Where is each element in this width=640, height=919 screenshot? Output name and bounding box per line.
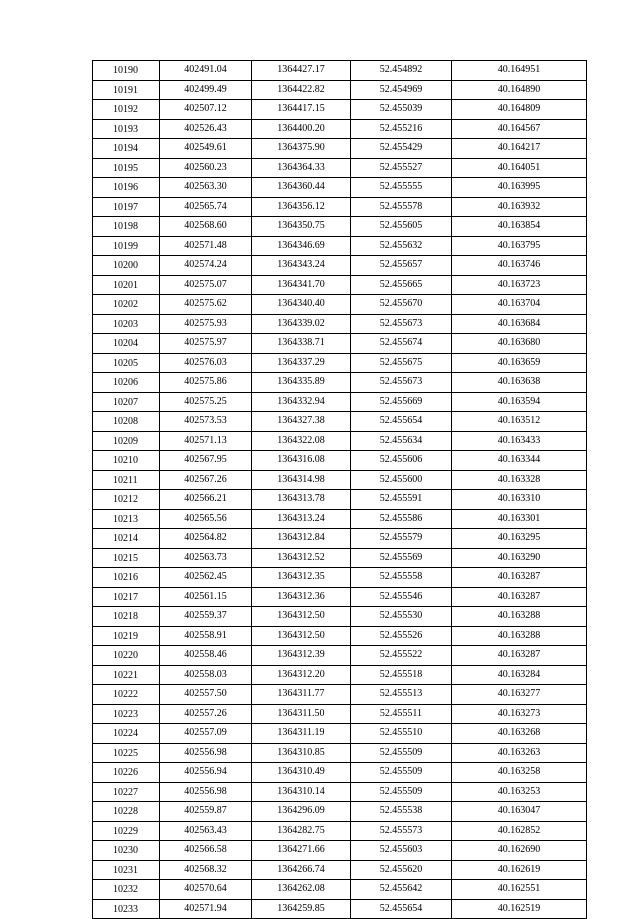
longitude-cell: 40.163290	[452, 548, 587, 568]
longitude-cell: 40.164951	[452, 61, 587, 81]
table-row	[93, 841, 587, 861]
table-row	[93, 236, 587, 256]
table-row	[93, 568, 587, 588]
table-row	[93, 880, 587, 900]
table-row	[93, 743, 587, 763]
point-id-cell: 10227	[93, 782, 160, 802]
x-coordinate-cell: 402562.45	[160, 568, 252, 588]
table-row	[93, 314, 587, 334]
x-coordinate-cell: 402565.56	[160, 509, 252, 529]
y-coordinate-cell: 1364312.50	[252, 626, 351, 646]
latitude-cell: 52.455039	[351, 100, 452, 120]
table-row	[93, 197, 587, 217]
point-id-cell: 10220	[93, 646, 160, 666]
latitude-cell: 52.455654	[351, 412, 452, 432]
x-coordinate-cell: 402571.94	[160, 899, 252, 919]
table-row	[93, 178, 587, 198]
point-id-cell: 10192	[93, 100, 160, 120]
table-row	[93, 626, 587, 646]
longitude-cell: 40.164809	[452, 100, 587, 120]
table-row	[93, 529, 587, 549]
longitude-cell: 40.162619	[452, 860, 587, 880]
x-coordinate-cell: 402575.62	[160, 295, 252, 315]
point-id-cell: 10230	[93, 841, 160, 861]
x-coordinate-cell: 402570.64	[160, 880, 252, 900]
point-id-cell: 10232	[93, 880, 160, 900]
latitude-cell: 52.455665	[351, 275, 452, 295]
latitude-cell: 52.455578	[351, 197, 452, 217]
point-id-cell: 10225	[93, 743, 160, 763]
longitude-cell: 40.163854	[452, 217, 587, 237]
x-coordinate-cell: 402568.60	[160, 217, 252, 237]
y-coordinate-cell: 1364259.85	[252, 899, 351, 919]
latitude-cell: 52.455634	[351, 431, 452, 451]
longitude-cell: 40.163284	[452, 665, 587, 685]
longitude-cell: 40.164217	[452, 139, 587, 159]
longitude-cell: 40.163310	[452, 490, 587, 510]
latitude-cell: 52.455509	[351, 782, 452, 802]
latitude-cell: 52.455591	[351, 490, 452, 510]
table-row	[93, 431, 587, 451]
x-coordinate-cell: 402568.32	[160, 860, 252, 880]
x-coordinate-cell: 402507.12	[160, 100, 252, 120]
latitude-cell: 52.455522	[351, 646, 452, 666]
latitude-cell: 52.455579	[351, 529, 452, 549]
y-coordinate-cell: 1364316.08	[252, 451, 351, 471]
x-coordinate-cell: 402574.24	[160, 256, 252, 276]
x-coordinate-cell: 402566.21	[160, 490, 252, 510]
table-row	[93, 899, 587, 919]
table-row	[93, 665, 587, 685]
table-row	[93, 860, 587, 880]
longitude-cell: 40.162690	[452, 841, 587, 861]
latitude-cell: 52.454969	[351, 80, 452, 100]
point-id-cell: 10219	[93, 626, 160, 646]
table-row	[93, 100, 587, 120]
point-id-cell: 10198	[93, 217, 160, 237]
x-coordinate-cell: 402558.91	[160, 626, 252, 646]
x-coordinate-cell: 402561.15	[160, 587, 252, 607]
table-row	[93, 353, 587, 373]
longitude-cell: 40.163433	[452, 431, 587, 451]
y-coordinate-cell: 1364282.75	[252, 821, 351, 841]
point-id-cell: 10217	[93, 587, 160, 607]
longitude-cell: 40.163258	[452, 763, 587, 783]
y-coordinate-cell: 1364375.90	[252, 139, 351, 159]
latitude-cell: 52.455675	[351, 353, 452, 373]
latitude-cell: 52.455674	[351, 334, 452, 354]
longitude-cell: 40.163723	[452, 275, 587, 295]
y-coordinate-cell: 1364400.20	[252, 119, 351, 139]
x-coordinate-cell: 402499.49	[160, 80, 252, 100]
latitude-cell: 52.455538	[351, 802, 452, 822]
y-coordinate-cell: 1364338.71	[252, 334, 351, 354]
point-id-cell: 10194	[93, 139, 160, 159]
longitude-cell: 40.163684	[452, 314, 587, 334]
x-coordinate-cell: 402556.98	[160, 743, 252, 763]
point-id-cell: 10212	[93, 490, 160, 510]
point-id-cell: 10201	[93, 275, 160, 295]
point-id-cell: 10224	[93, 724, 160, 744]
y-coordinate-cell: 1364271.66	[252, 841, 351, 861]
x-coordinate-cell: 402558.03	[160, 665, 252, 685]
latitude-cell: 52.455642	[351, 880, 452, 900]
table-row	[93, 139, 587, 159]
point-id-cell: 10205	[93, 353, 160, 373]
table-row	[93, 80, 587, 100]
y-coordinate-cell: 1364322.08	[252, 431, 351, 451]
point-id-cell: 10193	[93, 119, 160, 139]
y-coordinate-cell: 1364364.33	[252, 158, 351, 178]
table-row	[93, 763, 587, 783]
table-row	[93, 295, 587, 315]
y-coordinate-cell: 1364311.50	[252, 704, 351, 724]
longitude-cell: 40.163263	[452, 743, 587, 763]
x-coordinate-cell: 402567.95	[160, 451, 252, 471]
longitude-cell: 40.163301	[452, 509, 587, 529]
longitude-cell: 40.163659	[452, 353, 587, 373]
x-coordinate-cell: 402575.93	[160, 314, 252, 334]
longitude-cell: 40.163288	[452, 626, 587, 646]
point-id-cell: 10226	[93, 763, 160, 783]
latitude-cell: 52.455654	[351, 899, 452, 919]
x-coordinate-cell: 402556.98	[160, 782, 252, 802]
y-coordinate-cell: 1364346.69	[252, 236, 351, 256]
x-coordinate-cell: 402565.74	[160, 197, 252, 217]
y-coordinate-cell: 1364312.50	[252, 607, 351, 627]
y-coordinate-cell: 1364327.38	[252, 412, 351, 432]
longitude-cell: 40.163995	[452, 178, 587, 198]
x-coordinate-cell: 402573.53	[160, 412, 252, 432]
x-coordinate-cell: 402575.07	[160, 275, 252, 295]
y-coordinate-cell: 1364339.02	[252, 314, 351, 334]
longitude-cell: 40.163932	[452, 197, 587, 217]
latitude-cell: 52.455509	[351, 763, 452, 783]
y-coordinate-cell: 1364343.24	[252, 256, 351, 276]
latitude-cell: 52.455606	[351, 451, 452, 471]
y-coordinate-cell: 1364311.77	[252, 685, 351, 705]
latitude-cell: 52.455605	[351, 217, 452, 237]
point-id-cell: 10206	[93, 373, 160, 393]
longitude-cell: 40.163344	[452, 451, 587, 471]
table-row	[93, 548, 587, 568]
longitude-cell: 40.163512	[452, 412, 587, 432]
x-coordinate-cell: 402549.61	[160, 139, 252, 159]
point-id-cell: 10208	[93, 412, 160, 432]
x-coordinate-cell: 402567.26	[160, 470, 252, 490]
longitude-cell: 40.163680	[452, 334, 587, 354]
longitude-cell: 40.163328	[452, 470, 587, 490]
latitude-cell: 52.455526	[351, 626, 452, 646]
latitude-cell: 52.455558	[351, 568, 452, 588]
latitude-cell: 52.454892	[351, 61, 452, 81]
point-id-cell: 10223	[93, 704, 160, 724]
y-coordinate-cell: 1364313.24	[252, 509, 351, 529]
table-row	[93, 607, 587, 627]
latitude-cell: 52.455569	[351, 548, 452, 568]
point-id-cell: 10207	[93, 392, 160, 412]
table-row	[93, 451, 587, 471]
longitude-cell: 40.164051	[452, 158, 587, 178]
latitude-cell: 52.455657	[351, 256, 452, 276]
latitude-cell: 52.455513	[351, 685, 452, 705]
latitude-cell: 52.455527	[351, 158, 452, 178]
longitude-cell: 40.163746	[452, 256, 587, 276]
longitude-cell: 40.163287	[452, 587, 587, 607]
point-id-cell: 10233	[93, 899, 160, 919]
x-coordinate-cell: 402556.94	[160, 763, 252, 783]
coordinates-table	[92, 60, 587, 919]
table-row	[93, 61, 587, 81]
point-id-cell: 10200	[93, 256, 160, 276]
table-row	[93, 782, 587, 802]
x-coordinate-cell: 402564.82	[160, 529, 252, 549]
table-row	[93, 802, 587, 822]
latitude-cell: 52.455429	[351, 139, 452, 159]
longitude-cell: 40.163288	[452, 607, 587, 627]
longitude-cell: 40.163253	[452, 782, 587, 802]
y-coordinate-cell: 1364335.89	[252, 373, 351, 393]
point-id-cell: 10195	[93, 158, 160, 178]
table-row	[93, 392, 587, 412]
x-coordinate-cell: 402575.86	[160, 373, 252, 393]
y-coordinate-cell: 1364356.12	[252, 197, 351, 217]
point-id-cell: 10221	[93, 665, 160, 685]
longitude-cell: 40.163594	[452, 392, 587, 412]
longitude-cell: 40.163268	[452, 724, 587, 744]
table-row	[93, 821, 587, 841]
longitude-cell: 40.164890	[452, 80, 587, 100]
x-coordinate-cell: 402491.04	[160, 61, 252, 81]
table-row	[93, 217, 587, 237]
latitude-cell: 52.455632	[351, 236, 452, 256]
x-coordinate-cell: 402526.43	[160, 119, 252, 139]
table-row	[93, 119, 587, 139]
point-id-cell: 10229	[93, 821, 160, 841]
table-row	[93, 256, 587, 276]
latitude-cell: 52.455673	[351, 373, 452, 393]
point-id-cell: 10231	[93, 860, 160, 880]
longitude-cell: 40.163287	[452, 568, 587, 588]
longitude-cell: 40.163638	[452, 373, 587, 393]
y-coordinate-cell: 1364337.29	[252, 353, 351, 373]
latitude-cell: 52.455530	[351, 607, 452, 627]
y-coordinate-cell: 1364312.39	[252, 646, 351, 666]
y-coordinate-cell: 1364427.17	[252, 61, 351, 81]
y-coordinate-cell: 1364340.40	[252, 295, 351, 315]
table-row	[93, 490, 587, 510]
latitude-cell: 52.455670	[351, 295, 452, 315]
y-coordinate-cell: 1364313.78	[252, 490, 351, 510]
y-coordinate-cell: 1364311.19	[252, 724, 351, 744]
longitude-cell: 40.164567	[452, 119, 587, 139]
longitude-cell: 40.163047	[452, 802, 587, 822]
table-row	[93, 334, 587, 354]
y-coordinate-cell: 1364350.75	[252, 217, 351, 237]
y-coordinate-cell: 1364360.44	[252, 178, 351, 198]
x-coordinate-cell: 402566.58	[160, 841, 252, 861]
y-coordinate-cell: 1364312.20	[252, 665, 351, 685]
y-coordinate-cell: 1364332.94	[252, 392, 351, 412]
latitude-cell: 52.455511	[351, 704, 452, 724]
x-coordinate-cell: 402559.87	[160, 802, 252, 822]
coordinates-table-body	[93, 61, 587, 919]
x-coordinate-cell: 402575.97	[160, 334, 252, 354]
latitude-cell: 52.455510	[351, 724, 452, 744]
longitude-cell: 40.163287	[452, 646, 587, 666]
y-coordinate-cell: 1364312.36	[252, 587, 351, 607]
y-coordinate-cell: 1364422.82	[252, 80, 351, 100]
x-coordinate-cell: 402557.09	[160, 724, 252, 744]
y-coordinate-cell: 1364266.74	[252, 860, 351, 880]
table-row	[93, 509, 587, 529]
longitude-cell: 40.163277	[452, 685, 587, 705]
y-coordinate-cell: 1364312.52	[252, 548, 351, 568]
point-id-cell: 10228	[93, 802, 160, 822]
point-id-cell: 10214	[93, 529, 160, 549]
longitude-cell: 40.163273	[452, 704, 587, 724]
x-coordinate-cell: 402571.48	[160, 236, 252, 256]
table-row	[93, 158, 587, 178]
latitude-cell: 52.455669	[351, 392, 452, 412]
point-id-cell: 10202	[93, 295, 160, 315]
y-coordinate-cell: 1364262.08	[252, 880, 351, 900]
x-coordinate-cell: 402557.26	[160, 704, 252, 724]
point-id-cell: 10218	[93, 607, 160, 627]
latitude-cell: 52.455509	[351, 743, 452, 763]
x-coordinate-cell: 402575.25	[160, 392, 252, 412]
y-coordinate-cell: 1364417.15	[252, 100, 351, 120]
latitude-cell: 52.455586	[351, 509, 452, 529]
x-coordinate-cell: 402557.50	[160, 685, 252, 705]
table-row	[93, 587, 587, 607]
latitude-cell: 52.455216	[351, 119, 452, 139]
point-id-cell: 10222	[93, 685, 160, 705]
latitude-cell: 52.455673	[351, 314, 452, 334]
point-id-cell: 10211	[93, 470, 160, 490]
table-row	[93, 646, 587, 666]
x-coordinate-cell: 402576.03	[160, 353, 252, 373]
x-coordinate-cell: 402558.46	[160, 646, 252, 666]
table-row	[93, 275, 587, 295]
point-id-cell: 10197	[93, 197, 160, 217]
point-id-cell: 10216	[93, 568, 160, 588]
y-coordinate-cell: 1364314.98	[252, 470, 351, 490]
latitude-cell: 52.455620	[351, 860, 452, 880]
table-row	[93, 704, 587, 724]
x-coordinate-cell: 402559.37	[160, 607, 252, 627]
point-id-cell: 10190	[93, 61, 160, 81]
point-id-cell: 10196	[93, 178, 160, 198]
table-row	[93, 724, 587, 744]
x-coordinate-cell: 402563.43	[160, 821, 252, 841]
y-coordinate-cell: 1364310.85	[252, 743, 351, 763]
point-id-cell: 10209	[93, 431, 160, 451]
x-coordinate-cell: 402563.73	[160, 548, 252, 568]
point-id-cell: 10203	[93, 314, 160, 334]
latitude-cell: 52.455600	[351, 470, 452, 490]
latitude-cell: 52.455573	[351, 821, 452, 841]
longitude-cell: 40.162519	[452, 899, 587, 919]
longitude-cell: 40.163704	[452, 295, 587, 315]
table-row	[93, 373, 587, 393]
y-coordinate-cell: 1364312.35	[252, 568, 351, 588]
y-coordinate-cell: 1364296.09	[252, 802, 351, 822]
point-id-cell: 10204	[93, 334, 160, 354]
point-id-cell: 10215	[93, 548, 160, 568]
table-row	[93, 470, 587, 490]
x-coordinate-cell: 402563.30	[160, 178, 252, 198]
y-coordinate-cell: 1364312.84	[252, 529, 351, 549]
table-row	[93, 412, 587, 432]
y-coordinate-cell: 1364341.70	[252, 275, 351, 295]
longitude-cell: 40.162551	[452, 880, 587, 900]
y-coordinate-cell: 1364310.49	[252, 763, 351, 783]
point-id-cell: 10191	[93, 80, 160, 100]
latitude-cell: 52.455603	[351, 841, 452, 861]
latitude-cell: 52.455555	[351, 178, 452, 198]
point-id-cell: 10213	[93, 509, 160, 529]
longitude-cell: 40.163295	[452, 529, 587, 549]
latitude-cell: 52.455518	[351, 665, 452, 685]
latitude-cell: 52.455546	[351, 587, 452, 607]
x-coordinate-cell: 402560.23	[160, 158, 252, 178]
point-id-cell: 10199	[93, 236, 160, 256]
y-coordinate-cell: 1364310.14	[252, 782, 351, 802]
longitude-cell: 40.162852	[452, 821, 587, 841]
longitude-cell: 40.163795	[452, 236, 587, 256]
table-row	[93, 685, 587, 705]
x-coordinate-cell: 402571.13	[160, 431, 252, 451]
point-id-cell: 10210	[93, 451, 160, 471]
